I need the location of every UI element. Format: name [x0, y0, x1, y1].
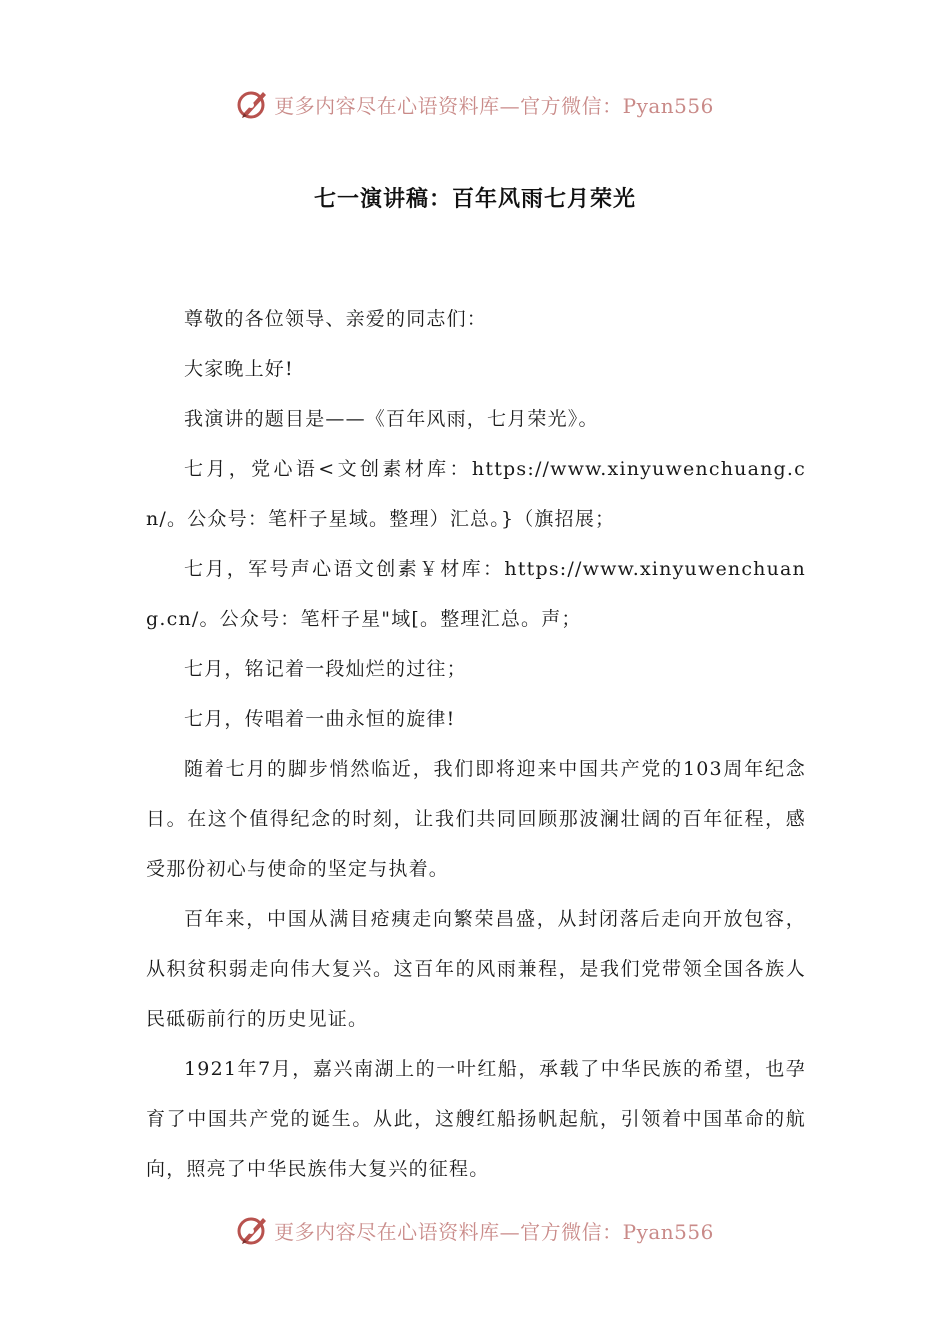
paragraph-greeting: 大家晚上好! — [184, 358, 294, 380]
header-banner-text: 更多内容尽在心语资料库—官方微信：Pyan556 — [274, 93, 714, 118]
footer-banner-text: 更多内容尽在心语资料库—官方微信：Pyan556 — [274, 1219, 714, 1244]
document-body — [146, 294, 806, 1194]
pen-logo-icon — [236, 1213, 270, 1247]
paragraph-salutation: 尊敬的各位领导、亲爱的同志们： — [184, 308, 488, 330]
header-banner — [0, 84, 950, 124]
paragraph-anniversary: 随着七月的脚步悄然临近，我们即将迎来中国共产党的103周年纪念日。在这个值得纪念的时刻，让我们共同回顾那波澜壮阔的百年征程，感受那份初心与使命的坚定与执着。 — [146, 758, 806, 880]
document-title: 七一演讲稿：百年风雨七月荣光 — [313, 187, 636, 212]
paragraph-1921: 1921年7月，嘉兴南湖上的一叶红船，承载了中华民族的希望，也孕育了中国共产党的诞生。从此，这艘红船扬帆起航，引领着中国革命的航向，照亮了中华民族伟大复兴的征程。 — [146, 1058, 806, 1180]
paragraph-july-3: 七月，铭记着一段灿烂的过往； — [184, 658, 467, 680]
paragraph-topic: 我演讲的题目是——《百年风雨，七月荣光》。 — [184, 408, 599, 430]
footer-banner — [0, 1210, 950, 1250]
paragraph-july-1: 七月，党心语<文创素材库：https://www.xinyuwenchuang.cn/。公众号：笔杆子星域。整理）汇总。}（旗招展； — [146, 458, 806, 530]
paragraph-july-4: 七月，传唱着一曲永恒的旋律! — [184, 708, 456, 730]
paragraph-century: 百年来，中国从满目疮痍走向繁荣昌盛，从封闭落后走向开放包容，从积贫积弱走向伟大复兴。这百年的风雨兼程，是我们党带领全国各族人民砥砺前行的历史见证。 — [146, 908, 806, 1030]
pen-logo-icon — [236, 87, 270, 121]
paragraph-july-2: 七月，军号声心语文创素￥材库：https://www.xinyuwenchuang.cn/。公众号：笔杆子星"域[。整理汇总。声； — [146, 558, 806, 630]
